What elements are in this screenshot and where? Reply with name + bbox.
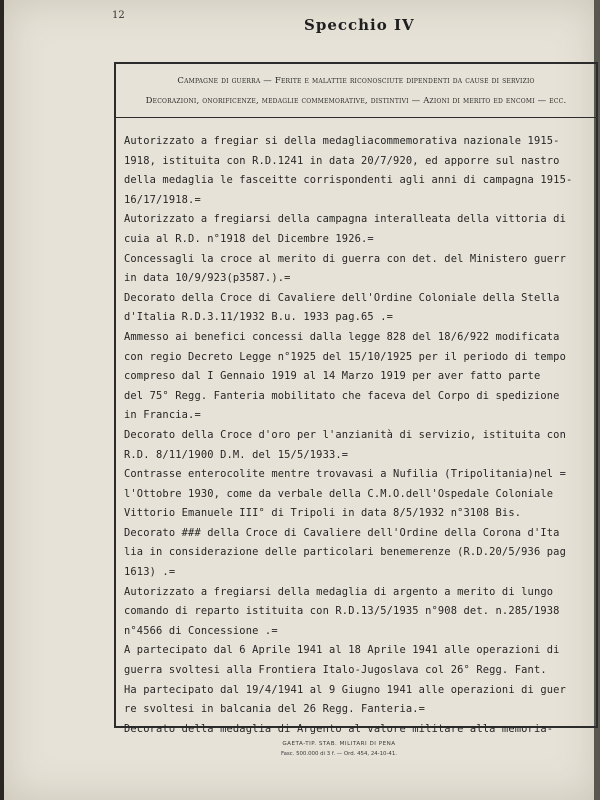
header-line-1: Campagne di guerra — Ferite e malattie riconosciute dipendenti da cause di servizio (177, 76, 535, 86)
record-line: 16/17/1918.= (124, 193, 201, 206)
record-line: Vittorio Emanuele III° di Tripoli in data 8/5/1932 n°3108 Bis. (124, 507, 522, 520)
record-line: Autorizzato a fregiar si della medagliacommemorativa nazionale 1915- (124, 135, 560, 147)
record-line: d'Italia R.D.3.11/1932 B.u. 1933 pag.65 .= (124, 311, 394, 324)
document-page (4, 0, 598, 800)
header-divider (116, 117, 596, 118)
printer-imprint: GAETA-TIP. STAB. MILITARI DI PENA (282, 741, 396, 747)
record-line: cuia al R.D. n°1918 del Dicembre 1926.= (124, 232, 374, 245)
record-line: R.D. 8/11/1900 D.M. del 15/5/1933.= (124, 448, 349, 461)
page-number: 12 (112, 10, 125, 21)
record-line: guerra svoltesi alla Frontiera Italo-Jugoslava col 26° Regg. Fant. (124, 664, 547, 677)
record-line: Decorato ### della Croce di Cavaliere dell'Ordine della Corona d'Ita (124, 526, 560, 539)
record-line: Contrasse enterocolite mentre trovavasi a Nufilia (Tripolitania)nel = (124, 468, 566, 481)
record-line: Autorizzato a fregiarsi della medaglia di argento a merito di lungo (124, 585, 554, 598)
record-line: in Francia.= (124, 409, 201, 422)
print-order-info: Fasc. 500.000 di 3 f. — Ord. 454, 24-10-41. (280, 751, 398, 757)
record-line: Autorizzato a fregiarsi della campagna interalleata della vittoria di (124, 213, 566, 226)
header-line-2: Decorazioni, onorificenze, medaglie commemorative, distintivi — Azioni di merito ed encomi — ecc. (145, 96, 567, 106)
record-line: comando di reparto istituita con R.D.13/5/1935 n°908 det. n.285/1938 (124, 605, 560, 618)
record-line: n°4566 di Concessione .= (124, 624, 278, 637)
record-line: del 75° Regg. Fanteria mobilitato che faceva del Corpo di spedizione (124, 389, 560, 402)
record-line: Decorato della Croce d'oro per l'anzianità di servizio, istituita con (124, 428, 566, 441)
record-line: Decorato della Croce di Cavaliere dell'Ordine Coloniale della Stella (124, 291, 560, 304)
record-line: 1918, istituita con R.D.1241 in data 20/7/920, ed apporre sul nastro (124, 154, 560, 167)
record-line: in data 10/9/923(p3587.).= (124, 272, 291, 285)
record-line: Ha partecipato dal 19/4/1941 al 9 Giugno 1941 alle operazioni di guer (124, 683, 566, 696)
record-line: 1613) .= (124, 566, 176, 579)
record-line: della medaglia le fasceitte corrispondenti agli anni di campagna 1915- (124, 174, 573, 187)
record-line: lia in considerazione delle particolari benemerenze (R.D.20/5/936 pag (124, 546, 566, 559)
record-line: con regio Decreto Legge n°1925 del 15/10/1925 per il periodo di tempo (124, 350, 566, 363)
typed-record-text (124, 132, 594, 739)
record-line: compreso dal I Gennaio 1919 al 14 Marzo 1919 per aver fatto parte (124, 370, 541, 383)
record-line: A partecipato dal 6 Aprile 1941 al 18 Aprile 1941 alle operazioni di (124, 644, 560, 657)
record-line: Ammesso ai benefici concessi dalla legge 828 del 18/6/922 modificata (124, 330, 560, 343)
record-line: l'Ottobre 1930, come da verbale della C.M.O.dell'Ospedale Coloniale (124, 487, 554, 500)
form-title: Specchio IV (304, 16, 415, 34)
record-line: Concessagli la croce al merito di guerra con det. del Ministero guerr (124, 252, 566, 265)
record-line: re svoltesi in balcania del 26 Regg. Fanteria.= (124, 703, 426, 716)
record-line: Decorato della medaglia di Argento al valore militare alla memoria- (124, 722, 554, 735)
record-frame (114, 62, 598, 735)
